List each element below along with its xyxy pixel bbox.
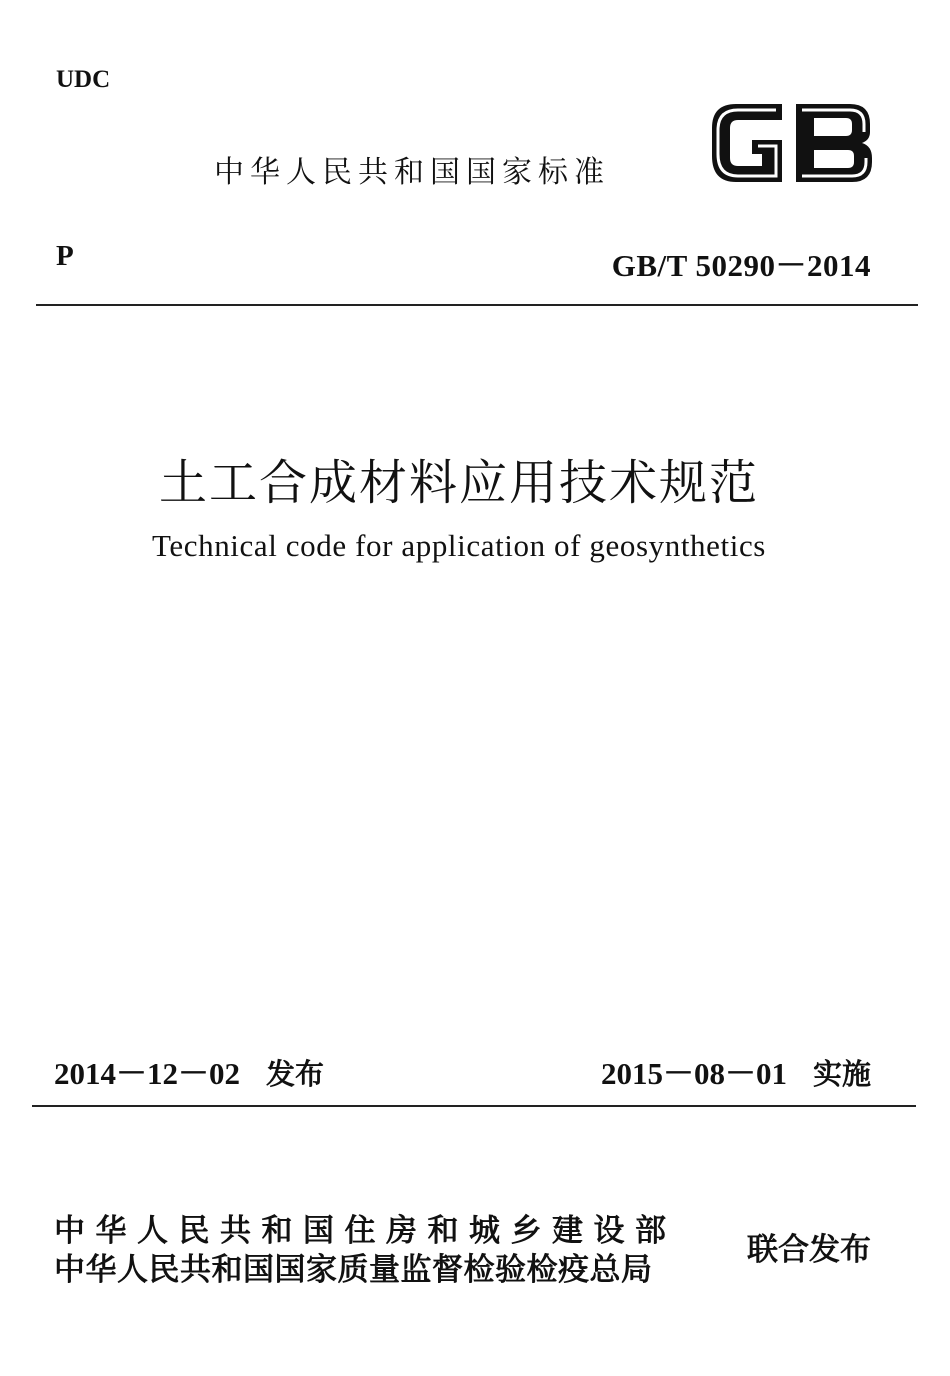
standard-number: GB/T 50290－2014 (611, 248, 871, 283)
gb-logo-icon (706, 96, 876, 188)
standard-type: 中华人民共和国国家标准 (214, 155, 610, 190)
issue-date: 2014－12－02 (54, 1056, 240, 1091)
implementation-date: 2015－08－01 (600, 1056, 787, 1091)
issue-label: 发布 (266, 1057, 325, 1091)
footer-divider (32, 1105, 916, 1107)
udc-label: UDC (56, 66, 111, 93)
title-english: Technical code for application of geosynthetics (152, 528, 766, 563)
classification-code: P (56, 240, 74, 272)
implementation-date-block (601, 1048, 871, 1093)
publisher-line-1: 中华人民共和国住房和城乡建设部 (54, 1213, 677, 1249)
implementation-label: 实施 (812, 1057, 871, 1091)
joint-publish-label: 联合发布 (747, 1232, 871, 1268)
issue-date-block (54, 1048, 324, 1093)
publisher-line-2: 中华人民共和国国家质量监督检验检疫总局 (54, 1252, 653, 1288)
header-divider (36, 304, 918, 306)
title-chinese: 土工合成材料应用技术规范 (158, 455, 759, 511)
